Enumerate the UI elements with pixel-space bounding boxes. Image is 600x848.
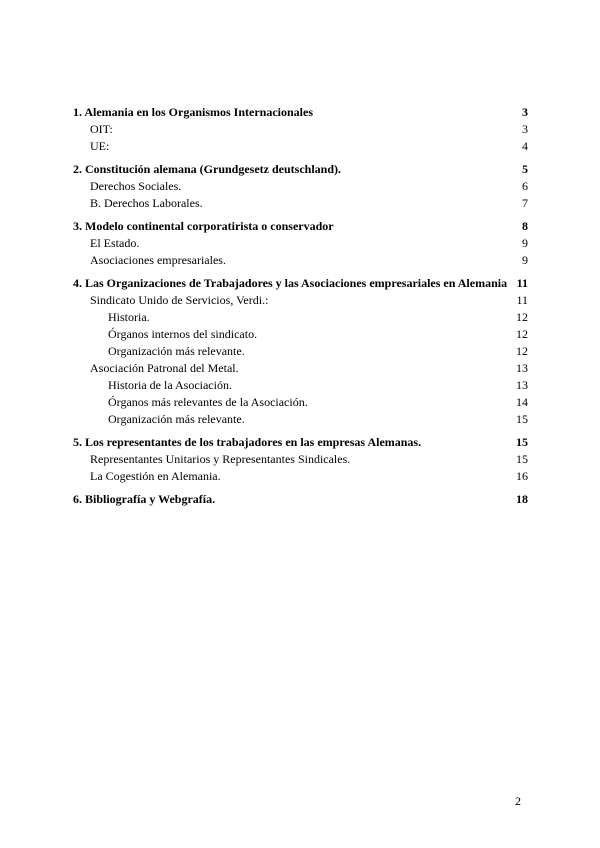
toc-entry-page: 12 bbox=[516, 310, 528, 324]
toc-entry-page: 15 bbox=[516, 435, 528, 449]
toc-entry[interactable] bbox=[73, 434, 528, 451]
toc-entry-title: El Estado. bbox=[90, 236, 140, 250]
toc-entry[interactable] bbox=[73, 104, 528, 121]
toc-entry[interactable] bbox=[73, 451, 528, 468]
toc-entry-page: 16 bbox=[516, 469, 528, 483]
toc-entry-title: 1. Alemania en los Organismos Internacionales bbox=[73, 105, 314, 119]
toc-entry-title: Organización más relevante. bbox=[108, 412, 245, 426]
toc-entry-title: B. Derechos Laborales. bbox=[90, 196, 203, 210]
toc-entry-title: Asociaciones empresariales. bbox=[90, 253, 226, 267]
toc-entry[interactable] bbox=[73, 275, 528, 292]
toc-entry-title: 3. Modelo continental corporatirista o conservador bbox=[73, 219, 334, 233]
toc-entry-title: UE: bbox=[90, 139, 110, 153]
toc-entry-title: Historia de la Asociación. bbox=[108, 378, 232, 392]
toc-entry-page: 15 bbox=[516, 412, 528, 426]
toc-entry-page: 12 bbox=[516, 327, 528, 341]
toc-entry[interactable] bbox=[73, 252, 528, 269]
toc-entry-page: 18 bbox=[516, 492, 528, 506]
toc-entry-page: 12 bbox=[516, 344, 528, 358]
toc-entry-title: 2. Constitución alemana (Grundgesetz deutschland). bbox=[73, 162, 342, 176]
toc-entry-page: 4 bbox=[522, 139, 528, 153]
toc-entry[interactable] bbox=[73, 343, 528, 360]
toc-entry-title: Historia. bbox=[108, 310, 150, 324]
toc-entry-page: 9 bbox=[522, 253, 528, 267]
toc-entry-title: 5. Los representantes de los trabajadores en las empresas Alemanas. bbox=[73, 435, 422, 449]
toc-entry-page: 13 bbox=[516, 378, 528, 392]
toc-entry[interactable] bbox=[73, 161, 528, 178]
toc-entry-title: 6. Bibliografía y Webgrafía. bbox=[73, 492, 216, 506]
toc-entry-title: Órganos más relevantes de la Asociación. bbox=[108, 395, 308, 409]
toc-entry[interactable] bbox=[73, 394, 528, 411]
toc-entry-title: Asociación Patronal del Metal. bbox=[90, 361, 239, 375]
toc-entry-page: 11 bbox=[516, 293, 528, 307]
toc-entry[interactable] bbox=[73, 218, 528, 235]
toc-entry-page: 6 bbox=[522, 179, 528, 193]
toc-entry-title: La Cogestión en Alemania. bbox=[90, 469, 221, 483]
toc-entry[interactable] bbox=[73, 178, 528, 195]
toc-entry[interactable] bbox=[73, 292, 528, 309]
toc-entry-title: Representantes Unitarios y Representantes Sindicales. bbox=[90, 452, 351, 466]
toc-entry[interactable] bbox=[73, 138, 528, 155]
toc-entry-title: OIT: bbox=[90, 122, 113, 136]
toc-entry[interactable] bbox=[73, 235, 528, 252]
toc-entry-page: 7 bbox=[522, 196, 528, 210]
toc-entry[interactable] bbox=[73, 121, 528, 138]
toc-entry-page: 9 bbox=[522, 236, 528, 250]
toc-entry[interactable] bbox=[73, 468, 528, 485]
toc-entry[interactable] bbox=[73, 377, 528, 394]
toc-entry[interactable] bbox=[73, 326, 528, 343]
toc-entry[interactable] bbox=[73, 491, 528, 508]
toc-entry[interactable] bbox=[73, 195, 528, 212]
toc-entry-page: 5 bbox=[522, 162, 528, 176]
toc-entry[interactable] bbox=[73, 309, 528, 326]
toc-entry-title: Organización más relevante. bbox=[108, 344, 245, 358]
toc-entry-title: Derechos Sociales. bbox=[90, 179, 182, 193]
table-of-contents bbox=[73, 104, 528, 508]
toc-entry-page: 14 bbox=[516, 395, 528, 409]
toc-entry-page: 3 bbox=[522, 122, 528, 136]
toc-entry-page: 15 bbox=[516, 452, 528, 466]
toc-entry-title: Sindicato Unido de Servicios, Verdi.: bbox=[90, 293, 269, 307]
page-number: 2 bbox=[515, 794, 521, 808]
toc-entry[interactable] bbox=[73, 411, 528, 428]
toc-entry-page: 8 bbox=[522, 219, 528, 233]
toc-entry-title: 4. Las Organizaciones de Trabajadores y las Asociaciones empresariales en Alemania bbox=[73, 276, 508, 290]
toc-entry-title: Órganos internos del sindicato. bbox=[108, 327, 258, 341]
toc-entry[interactable] bbox=[73, 360, 528, 377]
toc-entry-page: 11 bbox=[516, 276, 528, 290]
toc-entry-page: 3 bbox=[522, 105, 528, 119]
toc-entry-page: 13 bbox=[516, 361, 528, 375]
